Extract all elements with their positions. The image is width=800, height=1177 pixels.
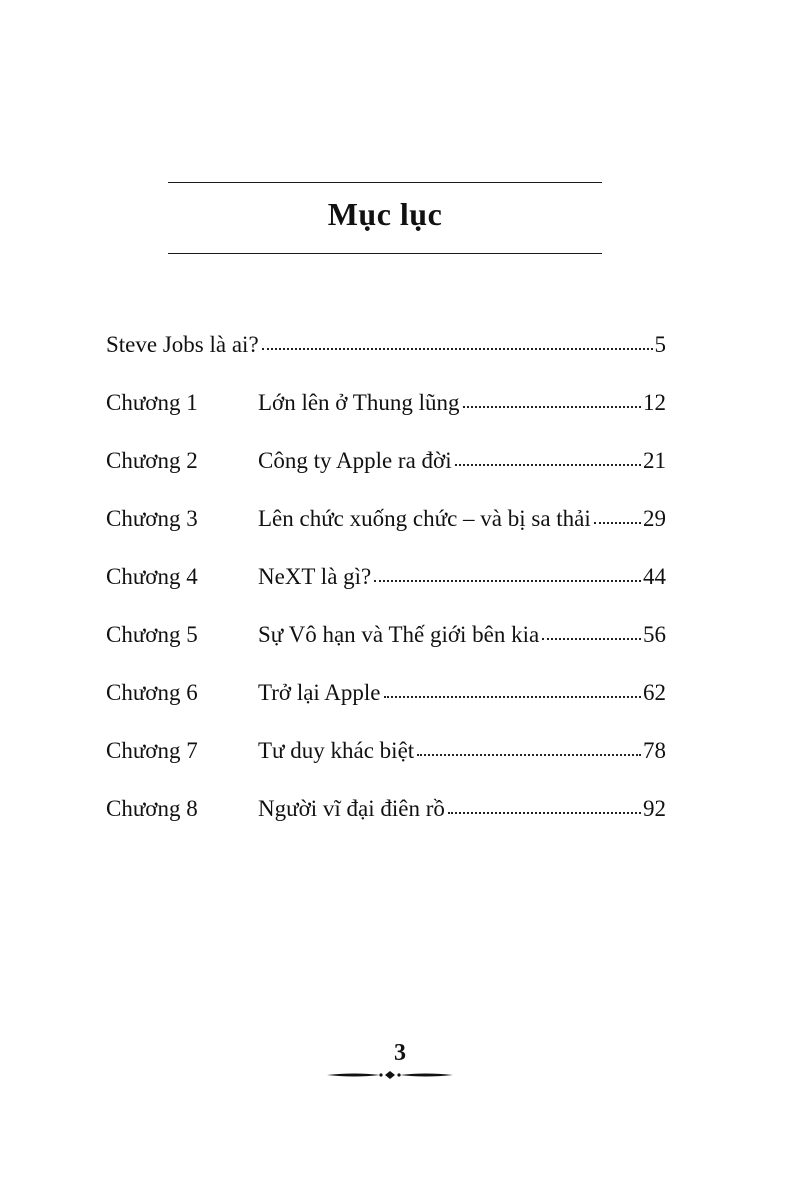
toc-entry-chapter-3[interactable] xyxy=(106,506,666,546)
toc-entry-title: Tư duy khác biệt xyxy=(258,738,415,763)
title-rule-top xyxy=(168,182,602,183)
toc-entry-chapter-6[interactable] xyxy=(106,680,666,720)
dot-leader xyxy=(542,638,641,640)
dot-leader xyxy=(384,696,642,698)
toc-entry-title: Sự Vô hạn và Thế giới bên kia xyxy=(258,622,540,647)
toc-entry-page: 62 xyxy=(643,680,666,705)
page-title: Mục lục xyxy=(327,196,443,232)
toc-entry-title: Steve Jobs là ai? xyxy=(106,332,259,357)
dot-leader xyxy=(417,754,641,756)
toc-entry-page: 44 xyxy=(643,564,666,589)
footer-ornament-icon xyxy=(325,1067,455,1083)
toc-entry-page: 12 xyxy=(643,390,666,415)
chapter-label: Chương 8 xyxy=(106,796,198,821)
dot-leader xyxy=(374,580,641,582)
toc-entry-intro[interactable] xyxy=(106,332,666,372)
page-number: 3 xyxy=(394,1040,406,1066)
chapter-label: Chương 2 xyxy=(106,448,198,473)
chapter-label: Chương 4 xyxy=(106,564,198,589)
dot-leader xyxy=(455,464,641,466)
toc-entry-page: 78 xyxy=(643,738,666,763)
toc-entry-chapter-5[interactable] xyxy=(106,622,666,662)
chapter-label: Chương 3 xyxy=(106,506,198,531)
chapter-label: Chương 6 xyxy=(106,680,198,705)
dot-leader xyxy=(448,812,641,814)
toc-entry-title: Lên chức xuống chức – và bị sa thải xyxy=(258,506,591,531)
toc-entry-page: 92 xyxy=(643,796,666,821)
dot-leader xyxy=(262,348,653,350)
toc-entry-page: 21 xyxy=(643,448,666,473)
toc-entry-title: Công ty Apple ra đời xyxy=(258,448,452,473)
chapter-label: Chương 5 xyxy=(106,622,198,647)
toc-entry-chapter-2[interactable] xyxy=(106,448,666,488)
toc-entry-title: Lớn lên ở Thung lũng xyxy=(258,390,460,415)
toc-entry-chapter-4[interactable] xyxy=(106,564,666,604)
toc-entry-chapter-1[interactable] xyxy=(106,390,666,430)
toc-entry-title: Trở lại Apple xyxy=(258,680,381,705)
toc-entry-page: 29 xyxy=(643,506,666,531)
chapter-label: Chương 1 xyxy=(106,390,198,415)
toc-entry-title: Người vĩ đại điên rồ xyxy=(258,796,445,821)
title-rule-bottom xyxy=(168,253,602,254)
toc-entry-page: 56 xyxy=(643,622,666,647)
toc-entry-chapter-8[interactable] xyxy=(106,796,666,836)
toc-entry-page: 5 xyxy=(654,332,666,357)
toc-entry-chapter-7[interactable] xyxy=(106,738,666,778)
toc-entry-title: NeXT là gì? xyxy=(258,564,372,589)
dot-leader xyxy=(594,522,641,524)
dot-leader xyxy=(463,406,642,408)
chapter-label: Chương 7 xyxy=(106,738,198,763)
